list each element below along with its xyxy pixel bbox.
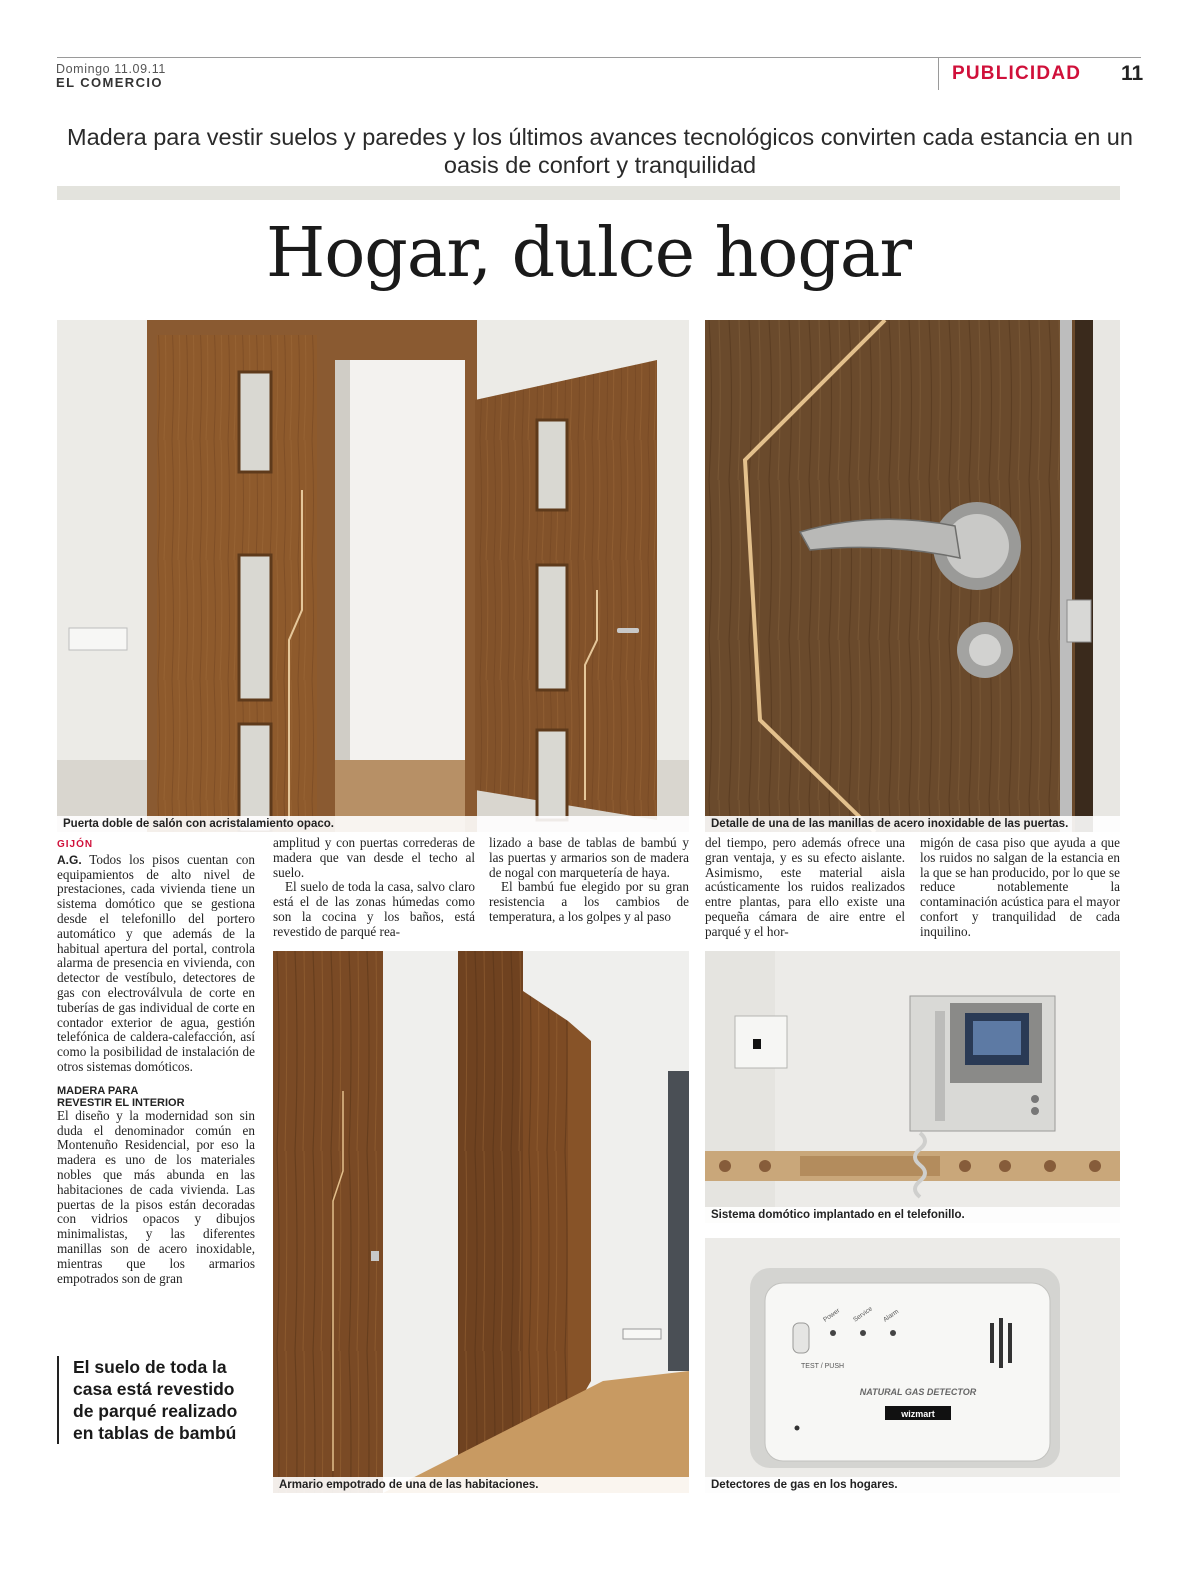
led-service-label: Service: [852, 1305, 874, 1324]
gas-detector-illustration: [705, 1238, 1120, 1493]
article-paragraph: amplitud y con puertas correderas de madera que van desde el techo al suelo.: [273, 835, 475, 880]
intercom-illustration: [705, 951, 1120, 1223]
caption-intercom: Sistema domótico implantado en el telefonillo.: [705, 1207, 1120, 1223]
article-column-2: [273, 836, 475, 940]
detector-brand-label: wizmart: [901, 1409, 935, 1419]
caption-double-door: Puerta doble de salón con acristalamiento opaco.: [57, 816, 689, 832]
article-paragraph: El suelo de toda la casa, salvo claro está el de las zonas húmedas como son la cocina y los baños, está revestido de parqué rea-: [273, 879, 475, 939]
headline: Hogar, dulce hogar: [266, 214, 911, 293]
door-handle-illustration: [705, 320, 1120, 832]
dateline-place: GIJÓN: [57, 839, 94, 850]
article-column-1: [57, 838, 255, 1286]
led-alarm-label: Alarm: [882, 1308, 901, 1324]
subheadline: Madera para vestir suelos y paredes y los últimos avances tecnológicos convirten cada estancia en un oasis de confort y tranquilidad: [67, 124, 1133, 178]
header-separator: [938, 58, 939, 90]
article-column-5: [920, 836, 1120, 940]
header-rule: [57, 57, 1141, 58]
article-paragraph: El bambú fue elegido por su gran resistencia a los cambios de temperatura, a los golpes y al paso: [489, 879, 689, 924]
photo-intercom: [705, 951, 1120, 1223]
byline: A.G.: [57, 852, 82, 867]
caption-gas-detector: Detectores de gas en los hogares.: [705, 1477, 1120, 1493]
photo-wardrobe: [273, 951, 689, 1493]
double-door-illustration: [57, 320, 689, 832]
section-label: PUBLICIDAD: [952, 63, 1082, 84]
page-number: 11: [1121, 62, 1144, 85]
photo-double-door: [57, 320, 689, 832]
article-paragraph: del tiempo, pero además ofrece una gran ventaja, y es su efecto aislante. Asimismo, este material aisla acústicamente los ruidos realizados entre plantas, para ello existe una pequeña cámara de aire entre el parqué y el hor-: [705, 835, 905, 939]
wardrobe-illustration: [273, 951, 689, 1493]
issue-date: Domingo 11.09.11: [56, 62, 166, 76]
photo-gas-detector: [705, 1238, 1120, 1493]
article-paragraph: migón de casa piso que ayuda a que los ruidos no salgan de la estancia en la que se han producido, por lo que se reduce notablemente la contaminación acústica para el mayor confort y tranquilidad de cada inquilino.: [920, 835, 1120, 939]
article-column-3: [489, 836, 689, 925]
detector-button-label: TEST / PUSH: [801, 1363, 845, 1370]
subheading-line-1: MADERA PARA: [57, 1084, 139, 1097]
article-paragraph: lizado a base de tablas de bambú y las puertas y armarios son de madera de nogal con marquetería de haya.: [489, 835, 689, 880]
article-paragraph: Todos los pisos cuentan con equipamientos de alto nivel de prestaciones, cada vivienda tiene un sistema domótico que se gestiona desde el telefonillo del portero automático y que además de la habitual apertura del portal, controla alarma de presencia en vivienda, con detector de vestíbulo, detectores de gas con electroválvula de corte en tuberías de gas individual de corte en contador exterior de agua, gestión telefónica de caldera-calefacción, así como la posibilidad de instalación de otros sistemas domóticos.: [57, 851, 255, 1074]
pull-quote: El suelo de toda la casa está revestido de parqué realizado en tablas de bambú: [57, 1356, 255, 1444]
article-paragraph: El diseño y la modernidad son sin duda el denominador común en Montenuño Residencial, por eso la madera es uno de los materiales nobles que más abunda en las habitaciones de cada vivienda. Las puertas de la pisos están decoradas con vidrios opacos y dibujos minimalistas, y las diferentes manillas son de acero inoxidable, mientras que los armarios empotrados son de gran: [57, 1107, 255, 1286]
caption-wardrobe: Armario empotrado de una de las habitaciones.: [273, 1477, 689, 1493]
detector-title-label: NATURAL GAS DETECTOR: [859, 1387, 977, 1397]
subheading-line-2: REVESTIR EL INTERIOR: [57, 1096, 185, 1109]
led-power-label: Power: [822, 1307, 842, 1324]
article-column-4: [705, 836, 905, 940]
newspaper-name: EL COMERCIO: [56, 75, 163, 90]
photo-door-handle: [705, 320, 1120, 832]
decorative-band: [57, 186, 1120, 200]
caption-door-handle: Detalle de una de las manillas de acero inoxidable de las puertas.: [705, 816, 1120, 832]
